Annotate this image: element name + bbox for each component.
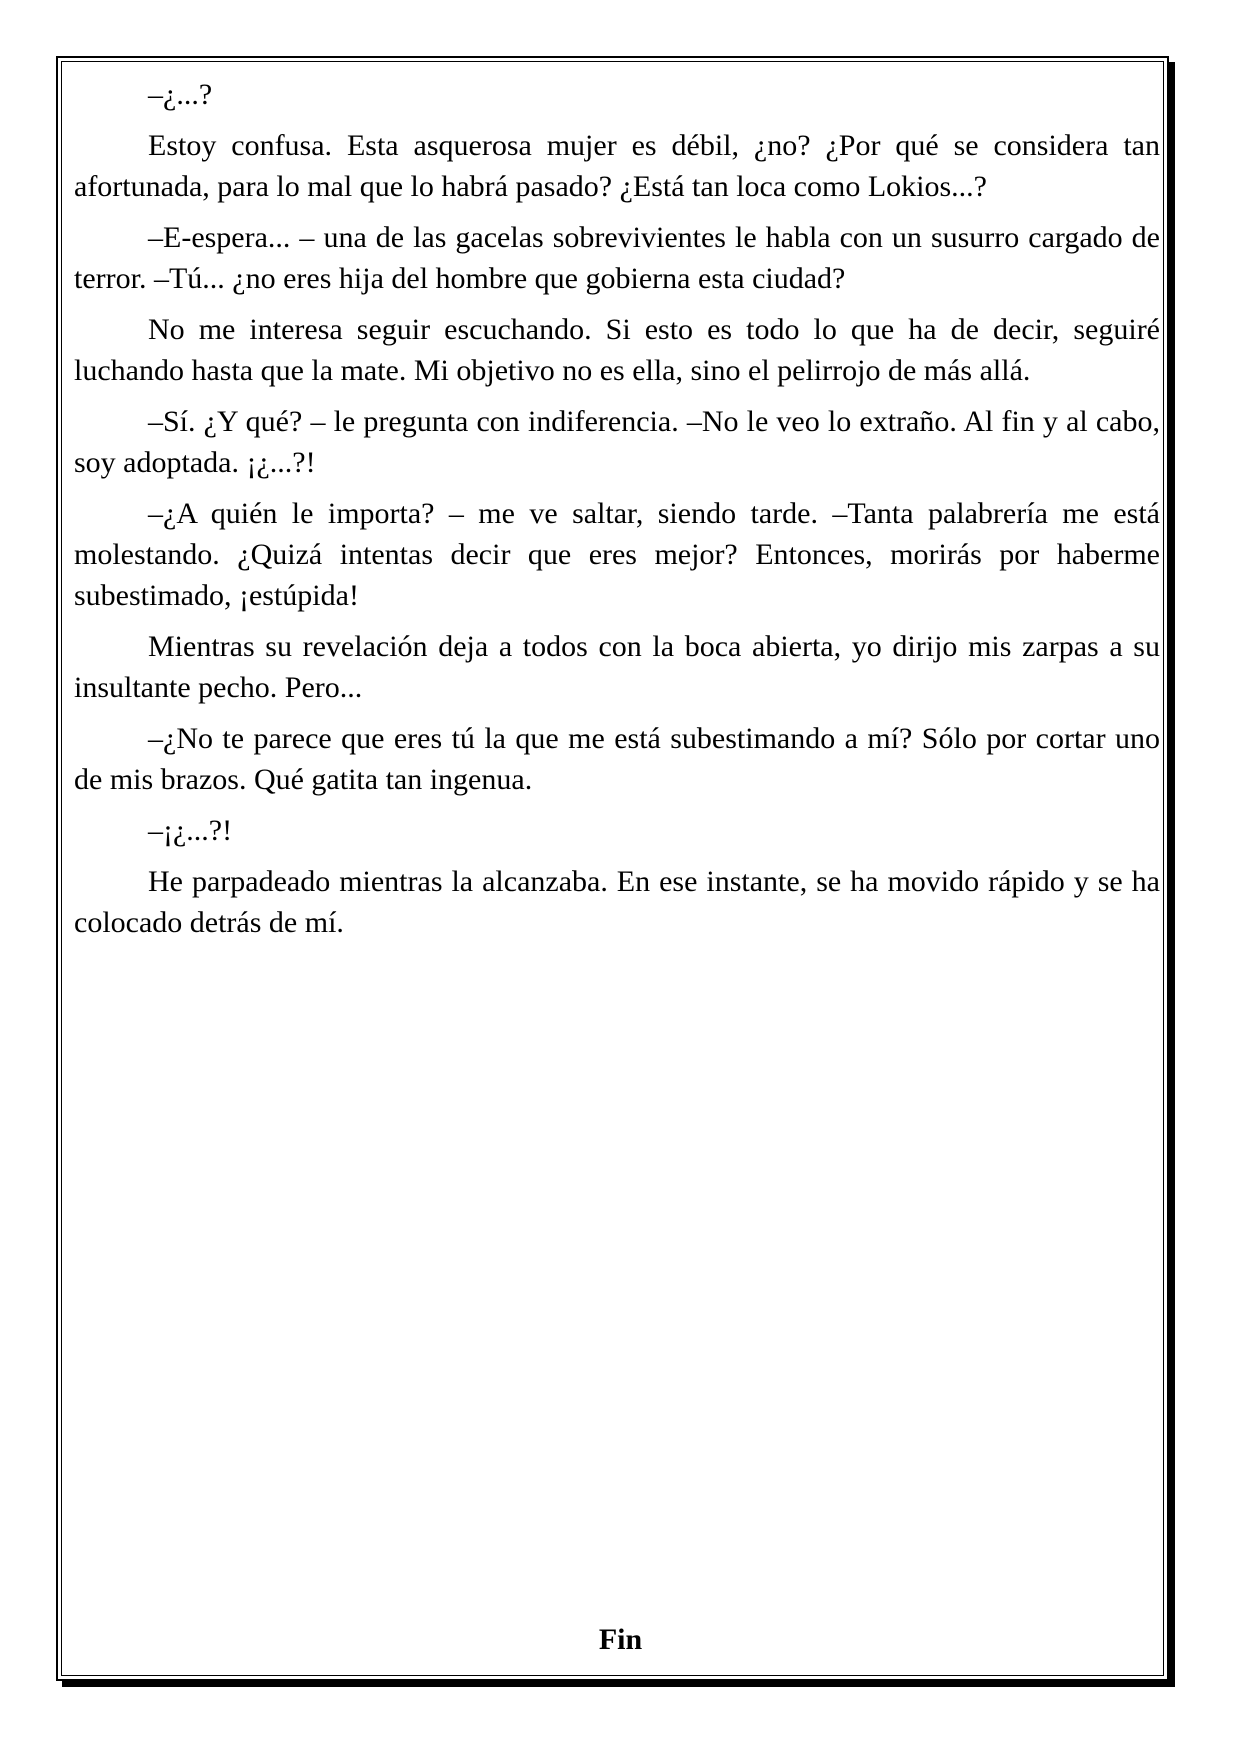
paragraph-3: –E-espera... – una de las gacelas sobrevivientes le habla con un susurro cargado de terror. –Tú... ¿no eres hija del hombre que gobierna esta ciudad? [74, 221, 1160, 295]
paragraph-10: He parpadeado mientras la alcanzaba. En ese instante, se ha movido rápido y se ha colocado detrás de mí. [74, 865, 1160, 939]
paragraph-5: –Sí. ¿Y qué? – le pregunta con indiferencia. –No le veo lo extraño. Al fin y al cabo, soy adoptada. ¡¿...?! [74, 405, 1160, 479]
paragraph-1: –¿...? [148, 78, 213, 111]
story-text [74, 74, 1160, 953]
paragraph-4: No me interesa seguir escuchando. Si esto es todo lo que ha de decir, seguiré luchando hasta que la mate. Mi objetivo no es ella, sino el pelirrojo de más allá. [74, 313, 1160, 387]
paragraph-8: –¿No te parece que eres tú la que me está subestimando a mí? Sólo por cortar uno de mis brazos. Qué gatita tan ingenua. [74, 722, 1160, 796]
paragraph-6: –¿A quién le importa? – me ve saltar, siendo tarde. –Tanta palabrería me está molestando. ¿Quizá intentas decir que eres mejor? Entonces, morirás por haberme subestimado, ¡estúpida! [74, 497, 1160, 612]
paragraph-7: Mientras su revelación deja a todos con la boca abierta, yo dirijo mis zarpas a su insultante pecho. Pero... [74, 630, 1160, 704]
paragraph-9: –¡¿...?! [148, 814, 233, 847]
closing-word: Fin [598, 1623, 643, 1656]
paragraph-2: Estoy confusa. Esta asquerosa mujer es débil, ¿no? ¿Por qué se considera tan afortunada, para lo mal que lo habrá pasado? ¿Está tan loca como Lokios...? [74, 129, 1160, 203]
